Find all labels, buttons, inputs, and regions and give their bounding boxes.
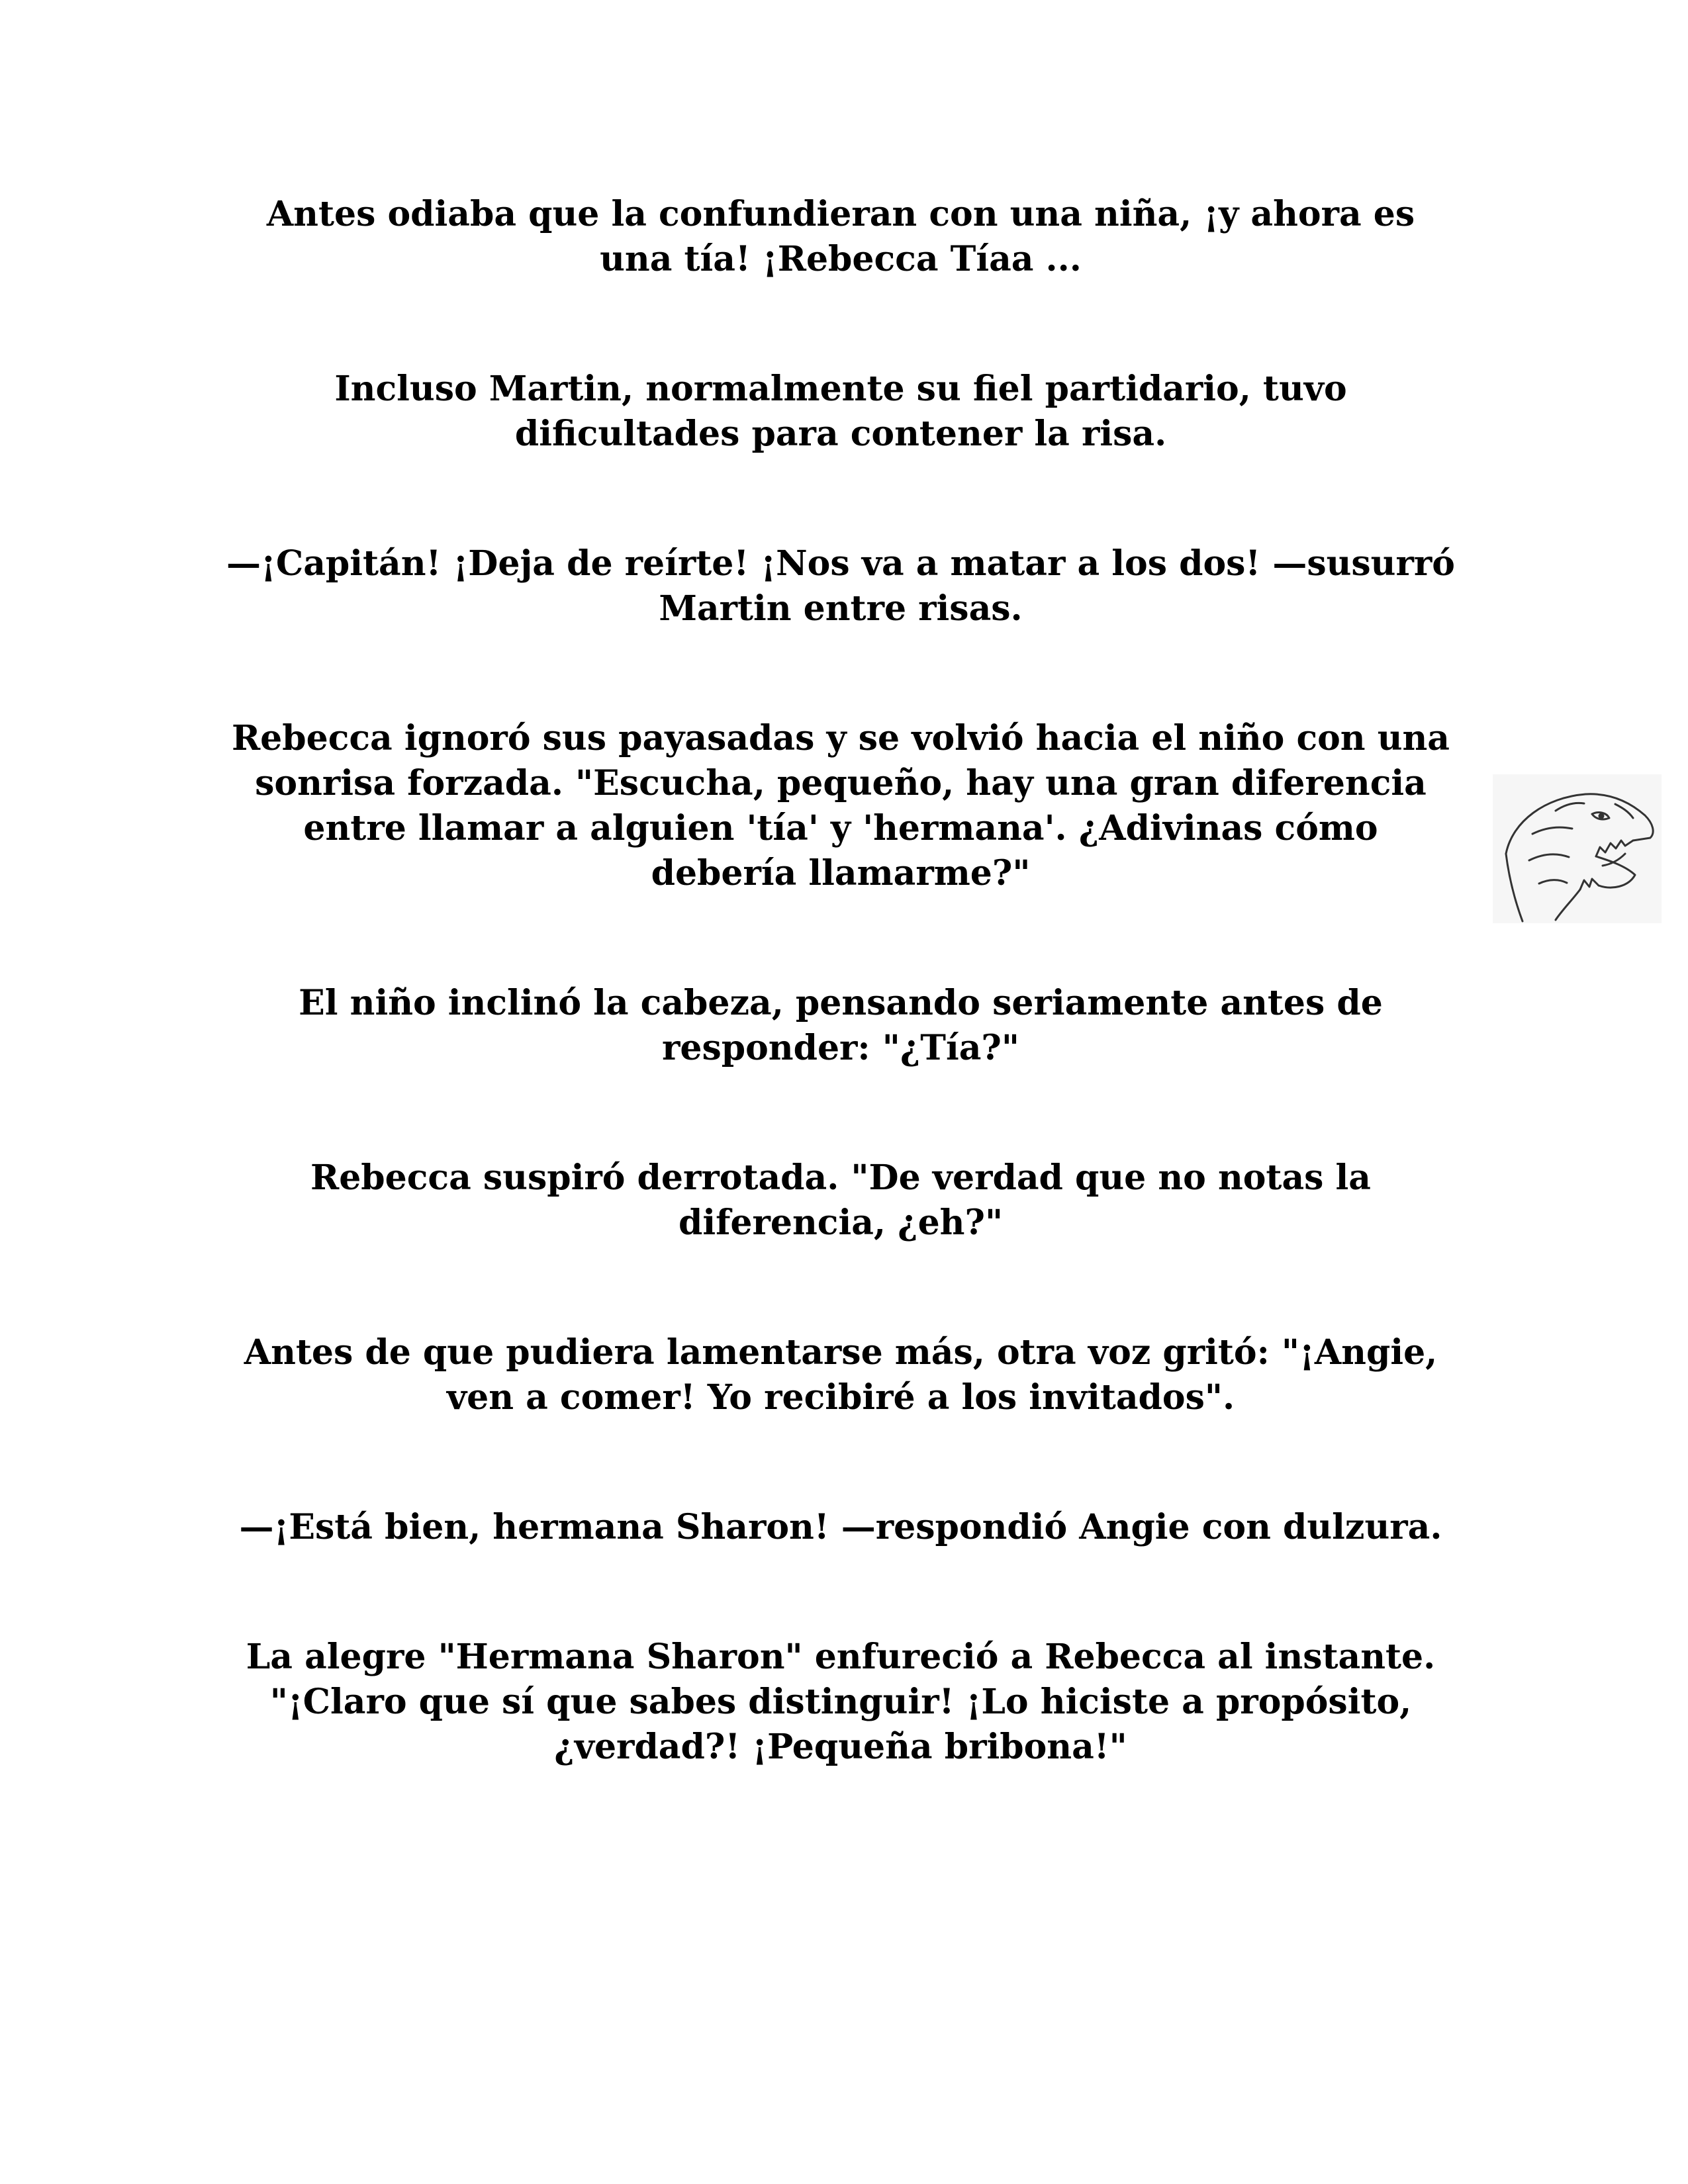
paragraph-line: —¡Capitán! ¡Deja de reírte! ¡Nos va a matar a los dos! —susurró: [226, 543, 1455, 584]
paragraph-line: Antes odiaba que la confundieran con una niña, ¡y ahora es: [266, 194, 1415, 234]
paragraph-line: "¡Claro que sí que sabes distinguir! ¡Lo hiciste a propósito,: [269, 1682, 1412, 1722]
paragraph-line: responder: "¿Tía?": [661, 1028, 1019, 1068]
paragraph-line: Martin entre risas.: [659, 588, 1023, 629]
paragraph-line: Rebecca ignoró sus payasadas y se volvió hacia el niño con una: [231, 718, 1450, 758]
paragraph-4: [218, 716, 1463, 896]
paragraph-line: El niño inclinó la cabeza, pensando seriamente antes de: [299, 983, 1383, 1023]
paragraph-9: [218, 1635, 1463, 1770]
paragraph-line: ¿verdad?! ¡Pequeña bribona!": [554, 1727, 1127, 1767]
paragraph-1: [218, 192, 1463, 282]
paragraph-line: Antes de que pudiera lamentarse más, otra voz gritó: "¡Angie,: [244, 1332, 1438, 1373]
story-text: [218, 192, 1463, 1770]
paragraph-line: Incluso Martin, normalmente su fiel partidario, tuvo: [334, 369, 1347, 409]
paragraph-2: [218, 367, 1463, 457]
paragraph-5: [218, 981, 1463, 1071]
paragraph-line: una tía! ¡Rebecca Tíaa ...: [600, 239, 1082, 279]
paragraph-line: entre llamar a alguien 'tía' y 'hermana'. ¿Adivinas cómo: [303, 808, 1378, 848]
dinosaur-head-icon: [1493, 774, 1662, 923]
paragraph-line: Rebecca suspiró derrotada. "De verdad que no notas la: [310, 1158, 1371, 1198]
paragraph-7: [218, 1330, 1463, 1420]
paragraph-line: diferencia, ¿eh?": [678, 1203, 1004, 1243]
paragraph-line: debería llamarme?": [651, 853, 1031, 893]
paragraph-line: —¡Está bien, hermana Sharon! —respondió Angie con dulzura.: [239, 1507, 1442, 1547]
paragraph-line: La alegre "Hermana Sharon" enfureció a Rebecca al instante.: [246, 1637, 1436, 1677]
paragraph-6: [218, 1156, 1463, 1246]
paragraph-line: dificultades para contener la risa.: [514, 414, 1167, 454]
paragraph-line: ven a comer! Yo recibiré a los invitados".: [446, 1377, 1235, 1418]
paragraph-3: [218, 541, 1463, 631]
paragraph-line: sonrisa forzada. "Escucha, pequeño, hay una gran diferencia: [255, 763, 1427, 803]
paragraph-8: [218, 1505, 1463, 1550]
